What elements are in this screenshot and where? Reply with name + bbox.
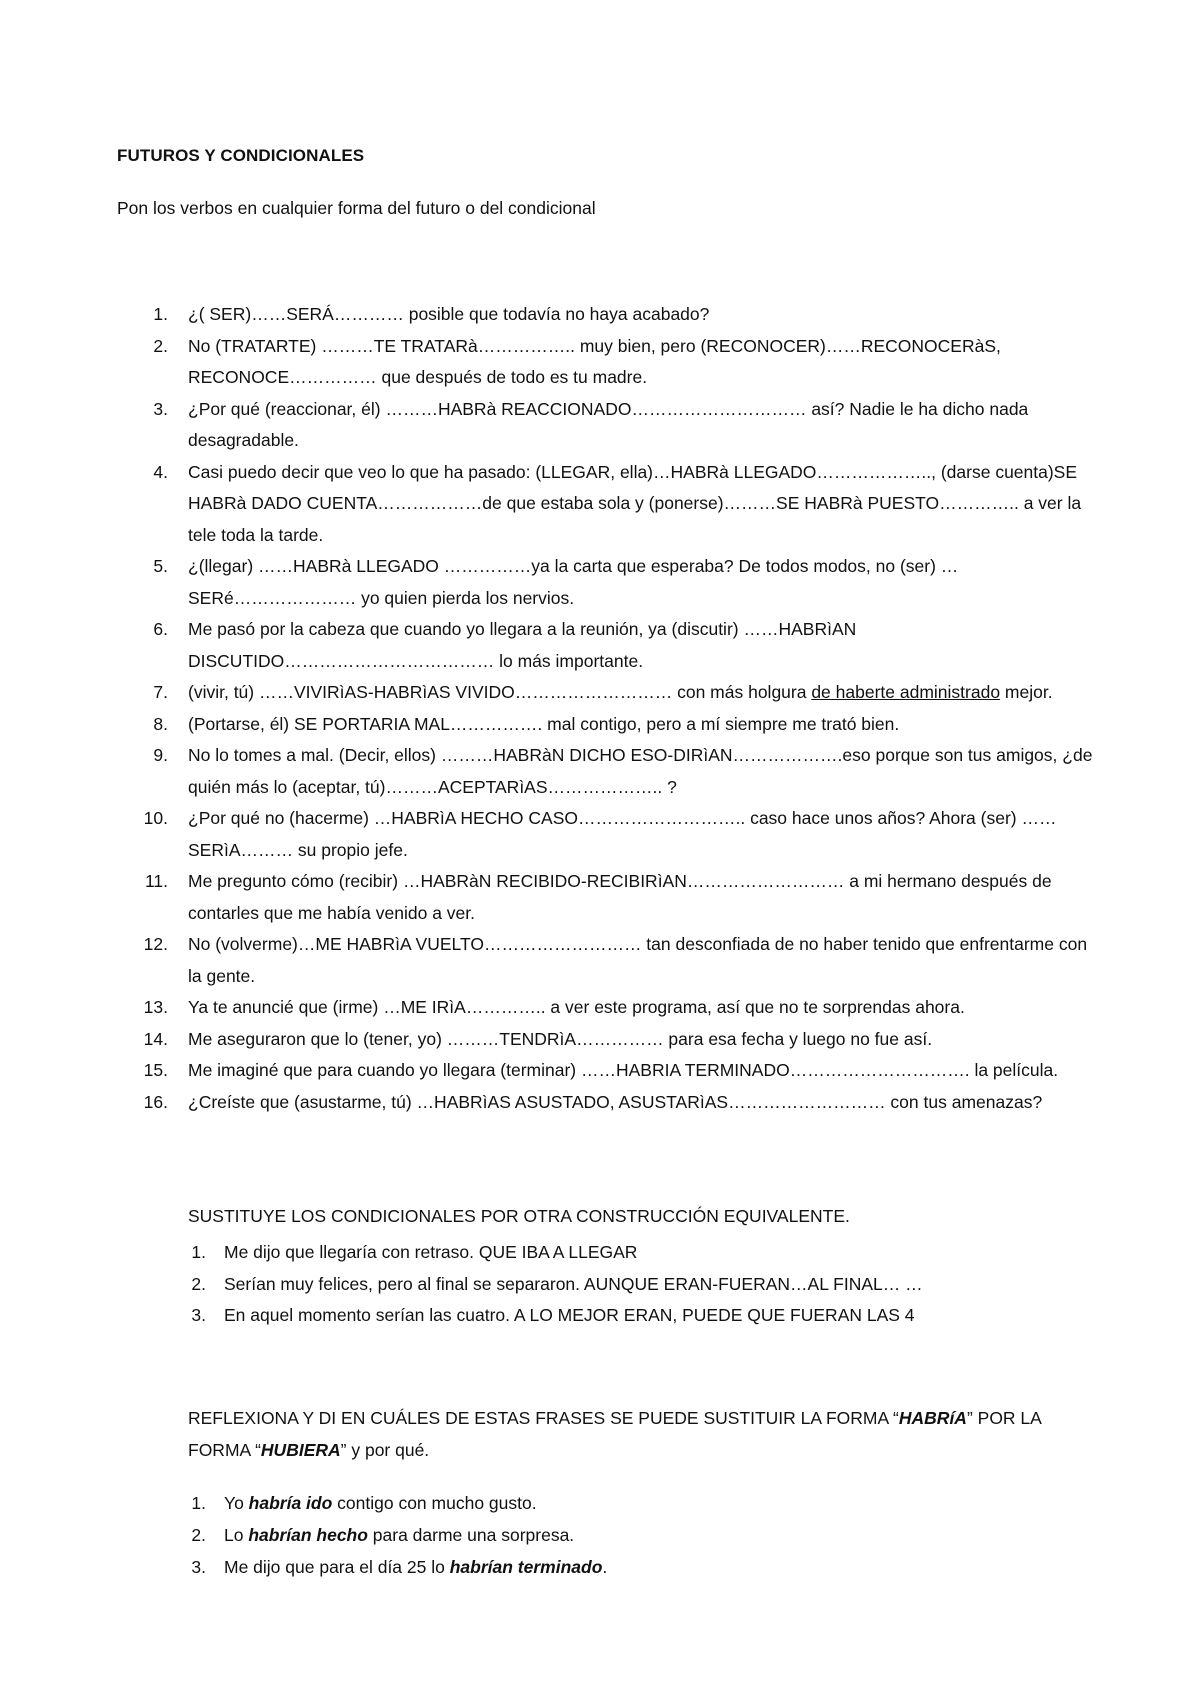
item-number: 3.: [153, 398, 168, 419]
underlined-phrase: de haberte administrado: [811, 682, 1001, 702]
list-item: [0, 394, 1094, 457]
list-item: [0, 1024, 1094, 1056]
item-number: 8.: [153, 713, 168, 734]
item-number: 1.: [191, 1242, 206, 1262]
item-text-end: mejor.: [1000, 682, 1053, 702]
heading-text-end: ” y por qué.: [340, 1440, 430, 1460]
list-item: [0, 614, 1094, 677]
item-text-start: Yo: [224, 1493, 249, 1513]
item-text-start: Me dijo que para el día 25 lo: [224, 1557, 450, 1577]
habria-term: HABRíA: [898, 1408, 967, 1428]
list-item: [0, 677, 1094, 709]
item-text: No (TRATARTE) ………TE TRATARà…………….. muy bien, pero (RECONOCER)……RECONOCERàS, RECONOCE…………… que después de todo es tu madre.: [188, 335, 1001, 387]
item-number: 11.: [144, 871, 168, 891]
list-item: [0, 1237, 1084, 1269]
item-number: 3.: [191, 1557, 206, 1577]
item-text-end: para darme una sorpresa.: [367, 1525, 575, 1545]
item-number: 2.: [191, 1273, 206, 1294]
item-text: En aquel momento serían las cuatro. A LO MEJOR ERAN, PUEDE QUE FUERAN LAS 4: [224, 1305, 915, 1325]
heading-text-mid: ” POR LA FORMA “: [188, 1408, 1041, 1460]
exercise-2-list: [0, 1237, 1084, 1332]
item-text-start: (vivir, tú) ……VIVIRìAS-HABRìAS VIVIDO……………………… con más holgura: [188, 682, 812, 702]
instruction-text: Pon los verbos en cualquier forma del futuro o del condicional: [117, 198, 596, 218]
item-text-end: contigo con mucho gusto.: [332, 1493, 537, 1513]
list-item: [0, 1487, 1084, 1519]
item-text: ¿Por qué no (hacerme) …HABRìA HECHO CASO……………………….. caso hace unos años? Ahora (ser) ……SERìA……… su propio jefe.: [188, 808, 1057, 860]
item-text: Me pasó por la cabeza que cuando yo llegara a la reunión, ya (discutir) ……HABRìAN DISCUTIDO……………………………… lo más importante.: [188, 619, 857, 671]
list-item: [0, 299, 1094, 331]
item-text: Me aseguraron que lo (tener, yo) ………TENDRìA…………… para esa fecha y luego no fue así.: [188, 1028, 933, 1049]
item-number: 15.: [143, 1060, 168, 1080]
item-text: (Portarse, él) SE PORTARIA MAL……………. mal contigo, pero a mí siempre me trató bien.: [188, 713, 900, 734]
item-number: 14.: [143, 1028, 168, 1049]
list-item: [0, 1551, 1084, 1583]
item-number: 6.: [153, 619, 168, 639]
document-title: FUTUROS Y CONDICIONALES: [117, 146, 365, 165]
item-number: 9.: [153, 745, 168, 765]
item-text-end: .: [602, 1557, 608, 1577]
item-text: ¿(llegar) ……HABRà LLEGADO ……………ya la carta que esperaba? De todos modos, no (ser) … SERé………………… yo quien pierda los nervios.: [188, 556, 959, 608]
section-2-heading: SUSTITUYE LOS CONDICIONALES POR OTRA CONSTRUCCIÓN EQUIVALENTE.: [188, 1206, 850, 1226]
list-item: [0, 1087, 1094, 1119]
item-number: 1.: [153, 304, 168, 324]
list-item: [0, 1269, 1084, 1301]
list-item: [0, 992, 1094, 1024]
list-item: [0, 740, 1094, 803]
list-item: [0, 1300, 1084, 1332]
item-number: 16.: [143, 1091, 168, 1112]
list-item: [0, 551, 1094, 614]
item-text: ¿Creíste que (asustarme, tú) …HABRìAS ASUSTADO, ASUSTARìAS……………………… con tus amenazas?: [188, 1091, 1043, 1112]
item-number: 10.: [143, 808, 168, 828]
item-text: Me pregunto cómo (recibir) …HABRàN RECIBIDO-RECIBIRìAN……………………… a mi hermano después de contarles que me había venido a ver.: [188, 871, 1052, 923]
verb-form: habrían hecho: [248, 1525, 368, 1545]
item-text: Me dijo que llegaría con retraso. QUE IBA A LLEGAR: [224, 1242, 638, 1262]
item-number: 13.: [143, 997, 168, 1017]
heading-text-start: REFLEXIONA Y DI EN CUÁLES DE ESTAS FRASES SE PUEDE SUSTITUIR LA FORMA “: [188, 1408, 899, 1428]
item-number: 3.: [191, 1305, 206, 1325]
item-number: 12.: [143, 934, 168, 954]
section-3-heading: [188, 1402, 1088, 1466]
item-number: 2.: [153, 335, 168, 356]
item-number: 7.: [153, 682, 168, 702]
list-item: [0, 866, 1094, 929]
item-number: 5.: [153, 556, 168, 576]
item-text: Casi puedo decir que veo lo que ha pasado: (LLEGAR, ella)…HABRà LLEGADO……………….., (darse cuenta)SE HABRà DADO CUENTA………………de que estaba sola y (ponerse)………SE HABRà PUESTO………….. a ver la tele toda la tarde.: [188, 461, 1082, 545]
item-number: 2.: [191, 1525, 206, 1545]
list-item: [0, 929, 1094, 992]
list-item: [0, 803, 1094, 866]
list-item: [0, 1519, 1084, 1551]
item-text-start: Lo: [224, 1525, 249, 1545]
item-number: 4.: [153, 461, 168, 482]
list-item: [0, 331, 1094, 394]
verb-form: habrían terminado: [449, 1557, 603, 1577]
hubiera-term: HUBIERA: [260, 1440, 341, 1460]
item-text: Me imaginé que para cuando yo llegara (terminar) ……HABRIA TERMINADO…………………………. la película.: [188, 1060, 1059, 1080]
exercise-1-list: [0, 299, 1094, 1118]
item-number: 1.: [191, 1493, 206, 1513]
item-text: No (volverme)…ME HABRìA VUELTO……………………… tan desconfiada de no haber tenido que enfrentarme con la gente.: [188, 934, 1088, 986]
item-text: No lo tomes a mal. (Decir, ellos) ………HABRàN DICHO ESO-DIRìAN……………….eso porque son tus amigos, ¿de quién más lo (aceptar, tú)………ACEPTARìAS……………….. ?: [188, 745, 1093, 797]
item-text: Serían muy felices, pero al final se separaron. AUNQUE ERAN-FUERAN…AL FINAL… …: [224, 1273, 923, 1294]
item-text: Ya te anuncié que (irme) …ME IRìA………….. a ver este programa, así que no te sorprendas ahora.: [188, 997, 965, 1017]
list-item: [0, 457, 1094, 552]
item-text: ¿Por qué (reaccionar, él) ………HABRà REACCIONADO………………………… así? Nadie le ha dicho nada desagradable.: [188, 398, 1029, 450]
exercise-3-list: [0, 1487, 1084, 1583]
list-item: [0, 1055, 1094, 1087]
list-item: [0, 709, 1094, 741]
item-text: ¿( SER)……SERÁ………… posible que todavía no haya acabado?: [188, 304, 710, 324]
verb-form: habría ido: [248, 1493, 333, 1513]
